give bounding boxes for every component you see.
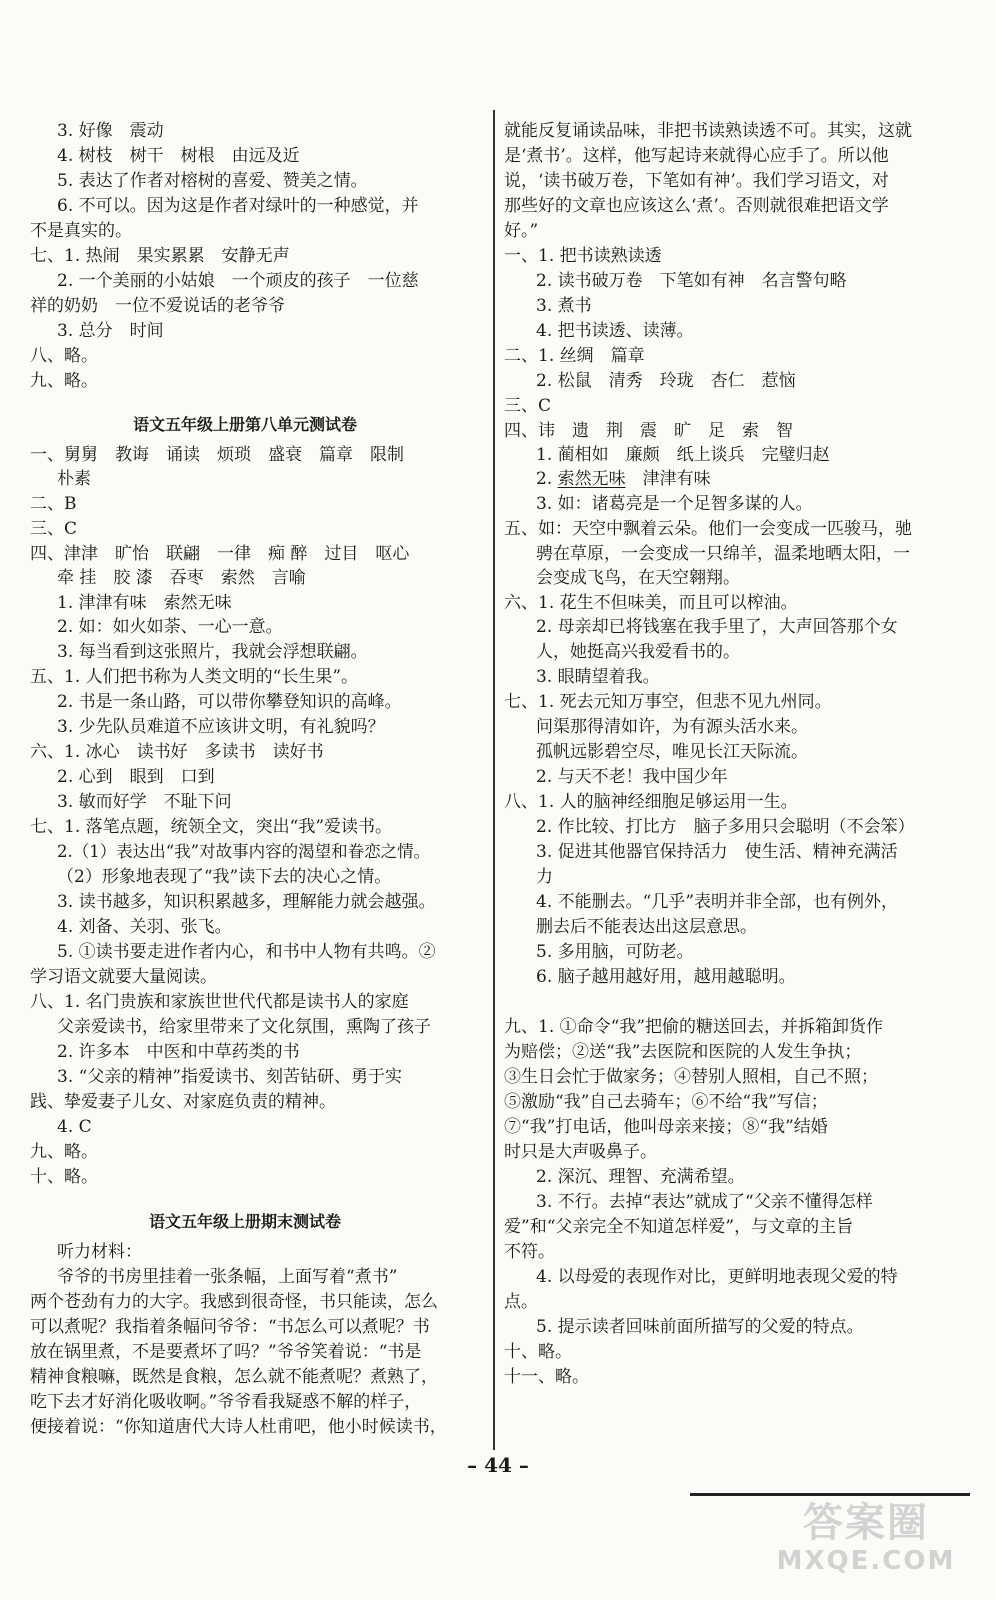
answer-line: 八、略。 <box>30 346 98 366</box>
answer-line: 会变成飞鸟，在天空翱翔。 <box>536 568 740 588</box>
answer-line: 便接着说：“你知道唐代大诗人杜甫吧，他小时候读书， <box>30 1417 447 1437</box>
answer-line: 是‘煮书’。这样，他写起诗来就得心应手了。所以他 <box>504 146 889 166</box>
answer-line: 3. 每当看到这张照片，我就会浮想联翩。 <box>57 642 368 662</box>
answer-line: 两个苍劲有力的大字。我感到很奇怪，书只能读，怎么 <box>30 1292 438 1312</box>
answer-line: 五、如：天空中飘着云朵。他们一会变成一匹骏马，驰 <box>504 519 912 539</box>
answer-line: 5. ①读书要走进作者内心，和书中人物有共鸣。② <box>57 942 436 962</box>
answer-line: 九、略。 <box>30 371 98 391</box>
answer-line: 四、讳 遗 荆 震 旷 足 索 智 <box>504 421 793 441</box>
page-number: – 44 – <box>467 1453 529 1477</box>
answer-line: 二、B <box>30 494 77 514</box>
watermark-logo <box>766 1500 966 1576</box>
answer-line: 七、1. 落笔点题，统领全文，突出“我”爱读书。 <box>30 817 393 837</box>
answer-line: 父亲爱读书，给家里带来了文化氛围，熏陶了孩子 <box>57 1017 431 1037</box>
answer-line: 3. 好像 震动 <box>57 121 164 141</box>
answer-line: 朴素 <box>57 469 91 489</box>
answer-line: 为赔偿；②送“我”去医院和医院的人发生争执； <box>504 1042 862 1062</box>
answer-line: 2. 深沉、理智、充满希望。 <box>536 1167 745 1187</box>
answer-line: 那些好的文章也应该这么‘煮’。否则就很难把语文学 <box>504 196 889 216</box>
answer-line: 九、1. ①命令“我”把偷的糖送回去，并拆箱卸货作 <box>504 1017 884 1037</box>
answer-line: 2. 书是一条山路，可以带你攀登知识的高峰。 <box>57 692 402 712</box>
answer-line: 点。 <box>504 1292 538 1312</box>
answer-line: 二、1. 丝绸 篇章 <box>504 346 645 366</box>
answer-line: 十一、略。 <box>504 1367 589 1387</box>
answer-line: 六、1. 冰心 读书好 多读书 读好书 <box>30 742 324 762</box>
answer-line: 放在锅里煮，不是要煮坏了吗？”爷爷笑着说：“书是 <box>30 1342 422 1362</box>
answer-line: 就能反复诵读品味，非把书读熟读透不可。其实，这就 <box>504 121 912 141</box>
answer-line: 问渠那得清如许，为有源头活水来。 <box>536 717 808 737</box>
answer-line: 2. 与天不老！我中国少年 <box>536 767 728 787</box>
answer-line: 4. 以母爱的表现作对比，更鲜明地表现父爱的特 <box>536 1267 898 1287</box>
answer-line: 五、1. 人们把书称为人类文明的“长生果”。 <box>30 667 359 687</box>
answer-line <box>536 467 711 491</box>
answer-line: 5. 提示读者回味前面所描写的父爱的特点。 <box>536 1317 864 1337</box>
answer-line: 十、略。 <box>504 1342 572 1362</box>
answer-line: 2. 如：如火如荼、一心一意。 <box>57 617 283 637</box>
answer-line: 3. 不行。去掉“表达”就成了“父亲不懂得怎样 <box>536 1192 873 1212</box>
answer-line: 爷爷的书房里挂着一张条幅，上面写着“煮书” <box>57 1267 398 1287</box>
answer-line: 可以煮呢？我指着条幅问爷爷：“书怎么可以煮呢？书 <box>30 1317 430 1337</box>
answer-line: ③生日会忙于做家务；④替别人照相，自己不照； <box>504 1067 878 1087</box>
answer-line: 4. 不能删去。“几乎”表明并非全部，也有例外， <box>536 892 899 912</box>
answer-line: 5. 表达了作者对榕树的喜爱、赞美之情。 <box>57 171 368 191</box>
answer-line: 6. 脑子越用越好用，越用越聪明。 <box>536 967 796 987</box>
answer-line: 八、1. 人的脑神经细胞足够运用一生。 <box>504 792 798 812</box>
answer-line: 四、津津 旷怡 联翩 一律 痴 醉 过目 呕心 <box>30 544 410 564</box>
answer-line: 4. 刘备、关羽、张飞。 <box>57 917 232 937</box>
answer-line: 2. 作比较、打比方 脑子多用只会聪明（不会笨） <box>536 817 915 837</box>
answer-line: ⑦“我”打电话，他叫母亲来接；⑧“我”结婚 <box>504 1117 828 1137</box>
answer-line: 3. “父亲的精神”指爱读书、刻苦钻研、勇于实 <box>57 1067 403 1087</box>
answer-line: 精神食粮嘛，既然是食粮，怎么就不能煮呢？煮熟了， <box>30 1367 438 1387</box>
answer-line: 4. 树枝 树干 树根 由远及近 <box>57 146 300 166</box>
watermark-url: MXQE.COM <box>776 1546 956 1576</box>
answer-line: 2. 松鼠 清秀 玲珑 杏仁 惹恼 <box>536 371 796 391</box>
answer-line: 七、1. 死去元知万事空，但悲不见九州同。 <box>504 692 832 712</box>
answer-line: 时只是大声吸鼻子。 <box>504 1142 657 1162</box>
answer-line: 听力材料： <box>57 1242 142 1262</box>
answer-line: 三、C <box>504 396 552 416</box>
answer-line: 不符。 <box>504 1242 555 1262</box>
answer-line: 十、略。 <box>30 1167 98 1187</box>
answer-line: 人，她挺高兴我爱看书的。 <box>536 642 740 662</box>
answer-line: 3. 如：诸葛亮是一个足智多谋的人。 <box>536 494 813 514</box>
answer-line: 吃下去才好消化吸收啊。”爷爷看我疑惑不解的样子， <box>30 1392 422 1412</box>
answer-line: 3. 敏而好学 不耻下问 <box>57 792 232 812</box>
answer-line: 2. 许多本 中医和中草药类的书 <box>57 1042 300 1062</box>
answer-line: ⑤激励“我”自己去骑车；⑥不给“我”写信； <box>504 1092 828 1112</box>
answer-number: 2. <box>536 469 558 489</box>
answer-line: 祥的奶奶 一位不爱说话的老爷爷 <box>30 296 285 316</box>
answer-line: 践、挚爱妻子儿女、对家庭负责的精神。 <box>30 1092 336 1112</box>
answer-line: 3. 读书越多，知识积累越多，理解能力就会越强。 <box>57 892 436 912</box>
answer-line: 七、1. 热闹 果实累累 安静无声 <box>30 246 290 266</box>
answer-line: 3. 眼睛望着我。 <box>536 667 660 687</box>
answer-line: 1. 津津有味 索然无味 <box>57 593 232 613</box>
answer-line: 牵 挂 胶 漆 吞枣 索然 言喻 <box>57 568 306 588</box>
answer-line: 1. 蔺相如 廉颇 纸上谈兵 完璧归赵 <box>536 445 830 465</box>
column-divider <box>493 110 495 1450</box>
answer-line: 删去后不能表达出这层意思。 <box>536 917 757 937</box>
answer-line: 三、C <box>30 519 78 539</box>
answer-line: 5. 多用脑，可防老。 <box>536 942 694 962</box>
answer-line: 3. 少先队员难道不应该讲文明，有礼貌吗？ <box>57 717 385 737</box>
answer-line: 孤帆远影碧空尽，唯见长江天际流。 <box>536 742 808 762</box>
answer-line: 不是真实的。 <box>30 221 132 241</box>
answer-line: 2.（1）表达出“我”对故事内容的渴望和眷恋之情。 <box>57 842 431 861</box>
answer-line: 骋在草原，一会变成一只绵羊，温柔地晒太阳，一 <box>536 544 910 564</box>
footer-rule <box>690 1493 970 1496</box>
answer-line: 学习语文就要大量阅读。 <box>30 967 217 987</box>
answer-line: 3. 总分 时间 <box>57 321 164 341</box>
answer-line: 2. 心到 眼到 口到 <box>57 767 215 787</box>
answer-line: 八、1. 名门贵族和家族世世代代都是读书人的家庭 <box>30 992 409 1012</box>
answer-line: 一、舅舅 教诲 诵读 烦琐 盛衰 篇章 限制 <box>30 445 404 465</box>
answer-line: （2）形象地表现了“我”读下去的决心之情。 <box>57 867 392 887</box>
answer-line: 九、略。 <box>30 1142 98 1162</box>
answer-line: 爱”和“父亲完全不知道怎样爱”，与文章的主旨 <box>504 1217 854 1237</box>
answer-line: 3. 促进其他器官保持活力 使生活、精神充满活 <box>536 842 898 862</box>
answer-line: 4. 把书读透、读薄。 <box>536 321 694 341</box>
answer-line: 六、1. 花生不但味美，而且可以榨油。 <box>504 593 798 613</box>
answer-line: 一、1. 把书读熟读透 <box>504 246 662 266</box>
answer-line: 力 <box>536 867 553 887</box>
answer-line: 好。” <box>504 221 539 241</box>
watermark-title: 答案圈 <box>803 1500 929 1546</box>
answer-line: 说，‘读书破万卷，下笔如有神’。我们学习语文，对 <box>504 171 889 191</box>
section-title: 语文五年级上册期末测试卷 <box>148 1212 341 1231</box>
answer-line: 2. 母亲却已将钱塞在我手里了，大声回答那个女 <box>536 617 898 637</box>
underlined-answer: 索然无味 <box>557 469 626 489</box>
section-title: 语文五年级上册第八单元测试卷 <box>132 415 357 434</box>
answer-line: 3. 煮书 <box>536 296 592 316</box>
answer-line: 2. 一个美丽的小姑娘 一个顽皮的孩子 一位慈 <box>57 271 419 291</box>
answer-text: 津津有味 <box>625 469 711 489</box>
answer-line: 4. C <box>57 1117 92 1137</box>
answer-line: 6. 不可以。因为这是作者对绿叶的一种感觉，并 <box>57 196 419 216</box>
answer-line: 2. 读书破万卷 下笔如有神 名言警句略 <box>536 271 847 291</box>
